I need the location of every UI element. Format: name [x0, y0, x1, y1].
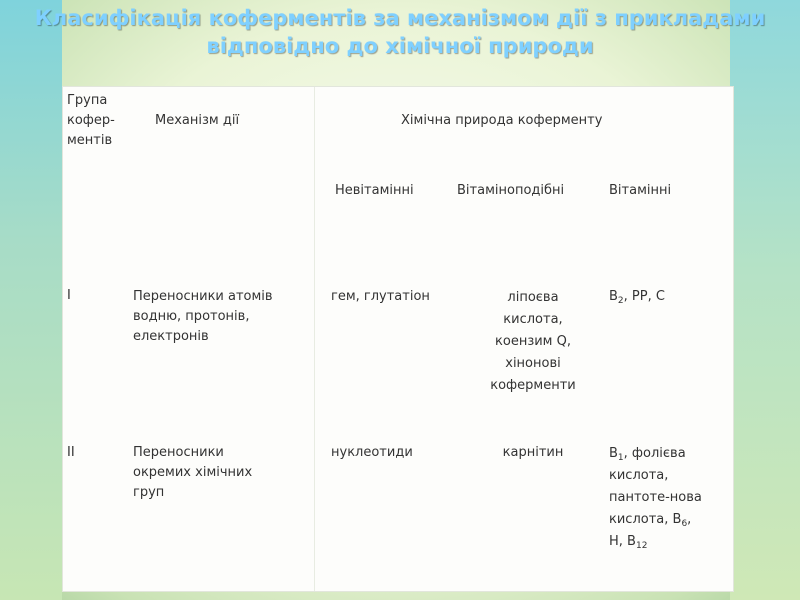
slide-title — [0, 4, 800, 60]
vitamin-rest: , — [687, 512, 692, 527]
row-1-vitamin-like-line: хінонові — [505, 356, 561, 371]
row-1-mechanism-line: водню, протонів, — [133, 309, 250, 324]
vitamin-text: H, B — [609, 534, 636, 549]
row-1-vitamin-like-line: коферменти — [490, 378, 576, 393]
row-2-vitamin-line: пантоте-нова — [609, 490, 702, 505]
header-chemical-nature: Хімічна природа коферменту — [401, 113, 603, 128]
row-2-mechanism-line: груп — [133, 485, 165, 500]
left-decor-band — [0, 0, 62, 600]
header-non-vitamin: Невітамінні — [335, 183, 414, 198]
vitamin-rest: , PP, C — [623, 289, 665, 304]
vitamin-text: кислота, B — [609, 512, 682, 527]
vitamin-subscript: 2 — [617, 296, 624, 306]
header-vitamin-like: Вітаміноподібні — [457, 183, 565, 198]
row-2-non-vitamin: нуклеотиди — [331, 445, 413, 460]
row-1-vitamin-like-line: ліпоєва — [507, 290, 559, 305]
row-1-vitamin-like-line: коензим Q, — [495, 334, 571, 349]
row-1-vitamin-like-line: кислота, — [503, 312, 563, 327]
row-2-vitamin-line — [609, 509, 733, 531]
column-divider — [314, 87, 315, 591]
title-line-2: відповідно до хімічної природи — [206, 34, 594, 58]
row-1-mechanism-line: Переносники атомів — [133, 289, 273, 304]
vitamin-rest: , фолієва — [623, 446, 686, 461]
vitamin-subscript: 6 — [681, 519, 688, 529]
vitamin-letter: B — [609, 446, 618, 461]
header-group — [67, 91, 127, 151]
row-1-vitamin — [609, 287, 729, 307]
vitamin-subscript: 12 — [635, 541, 648, 551]
header-group-line: Група — [67, 93, 108, 108]
header-group-line: кофер- — [67, 113, 115, 128]
row-2-mechanism-line: Переносники — [133, 445, 224, 460]
header-group-line: ментів — [67, 133, 113, 148]
row-2-vitamin — [609, 443, 733, 553]
row-1-non-vitamin: гем, глутатіон — [331, 289, 430, 304]
vitamin-letter: B — [609, 289, 618, 304]
right-decor-band — [730, 0, 800, 600]
row-2-vitamin-line — [609, 443, 733, 465]
row-1-mechanism-line: електронів — [133, 329, 209, 344]
row-2-vitamin-line: кислота, — [609, 468, 669, 483]
header-mechanism: Механізм дії — [155, 113, 240, 128]
coenzyme-table — [62, 86, 734, 592]
vitamin-subscript: 1 — [617, 453, 624, 463]
row-1-group: I — [67, 288, 71, 303]
row-2-vitamin-like: карнітин — [502, 445, 564, 460]
row-1-vitamin-like — [459, 287, 607, 397]
row-2-mechanism — [133, 443, 313, 503]
header-vitamin: Вітамінні — [609, 183, 672, 198]
row-2-group: II — [67, 445, 75, 460]
row-2-vitamin-line — [609, 531, 733, 553]
title-line-1: Класифікація коферментів за механізмом дії з прикладами — [34, 6, 766, 30]
row-2-mechanism-line: окремих хімічних — [133, 465, 253, 480]
row-1-mechanism — [133, 287, 313, 347]
